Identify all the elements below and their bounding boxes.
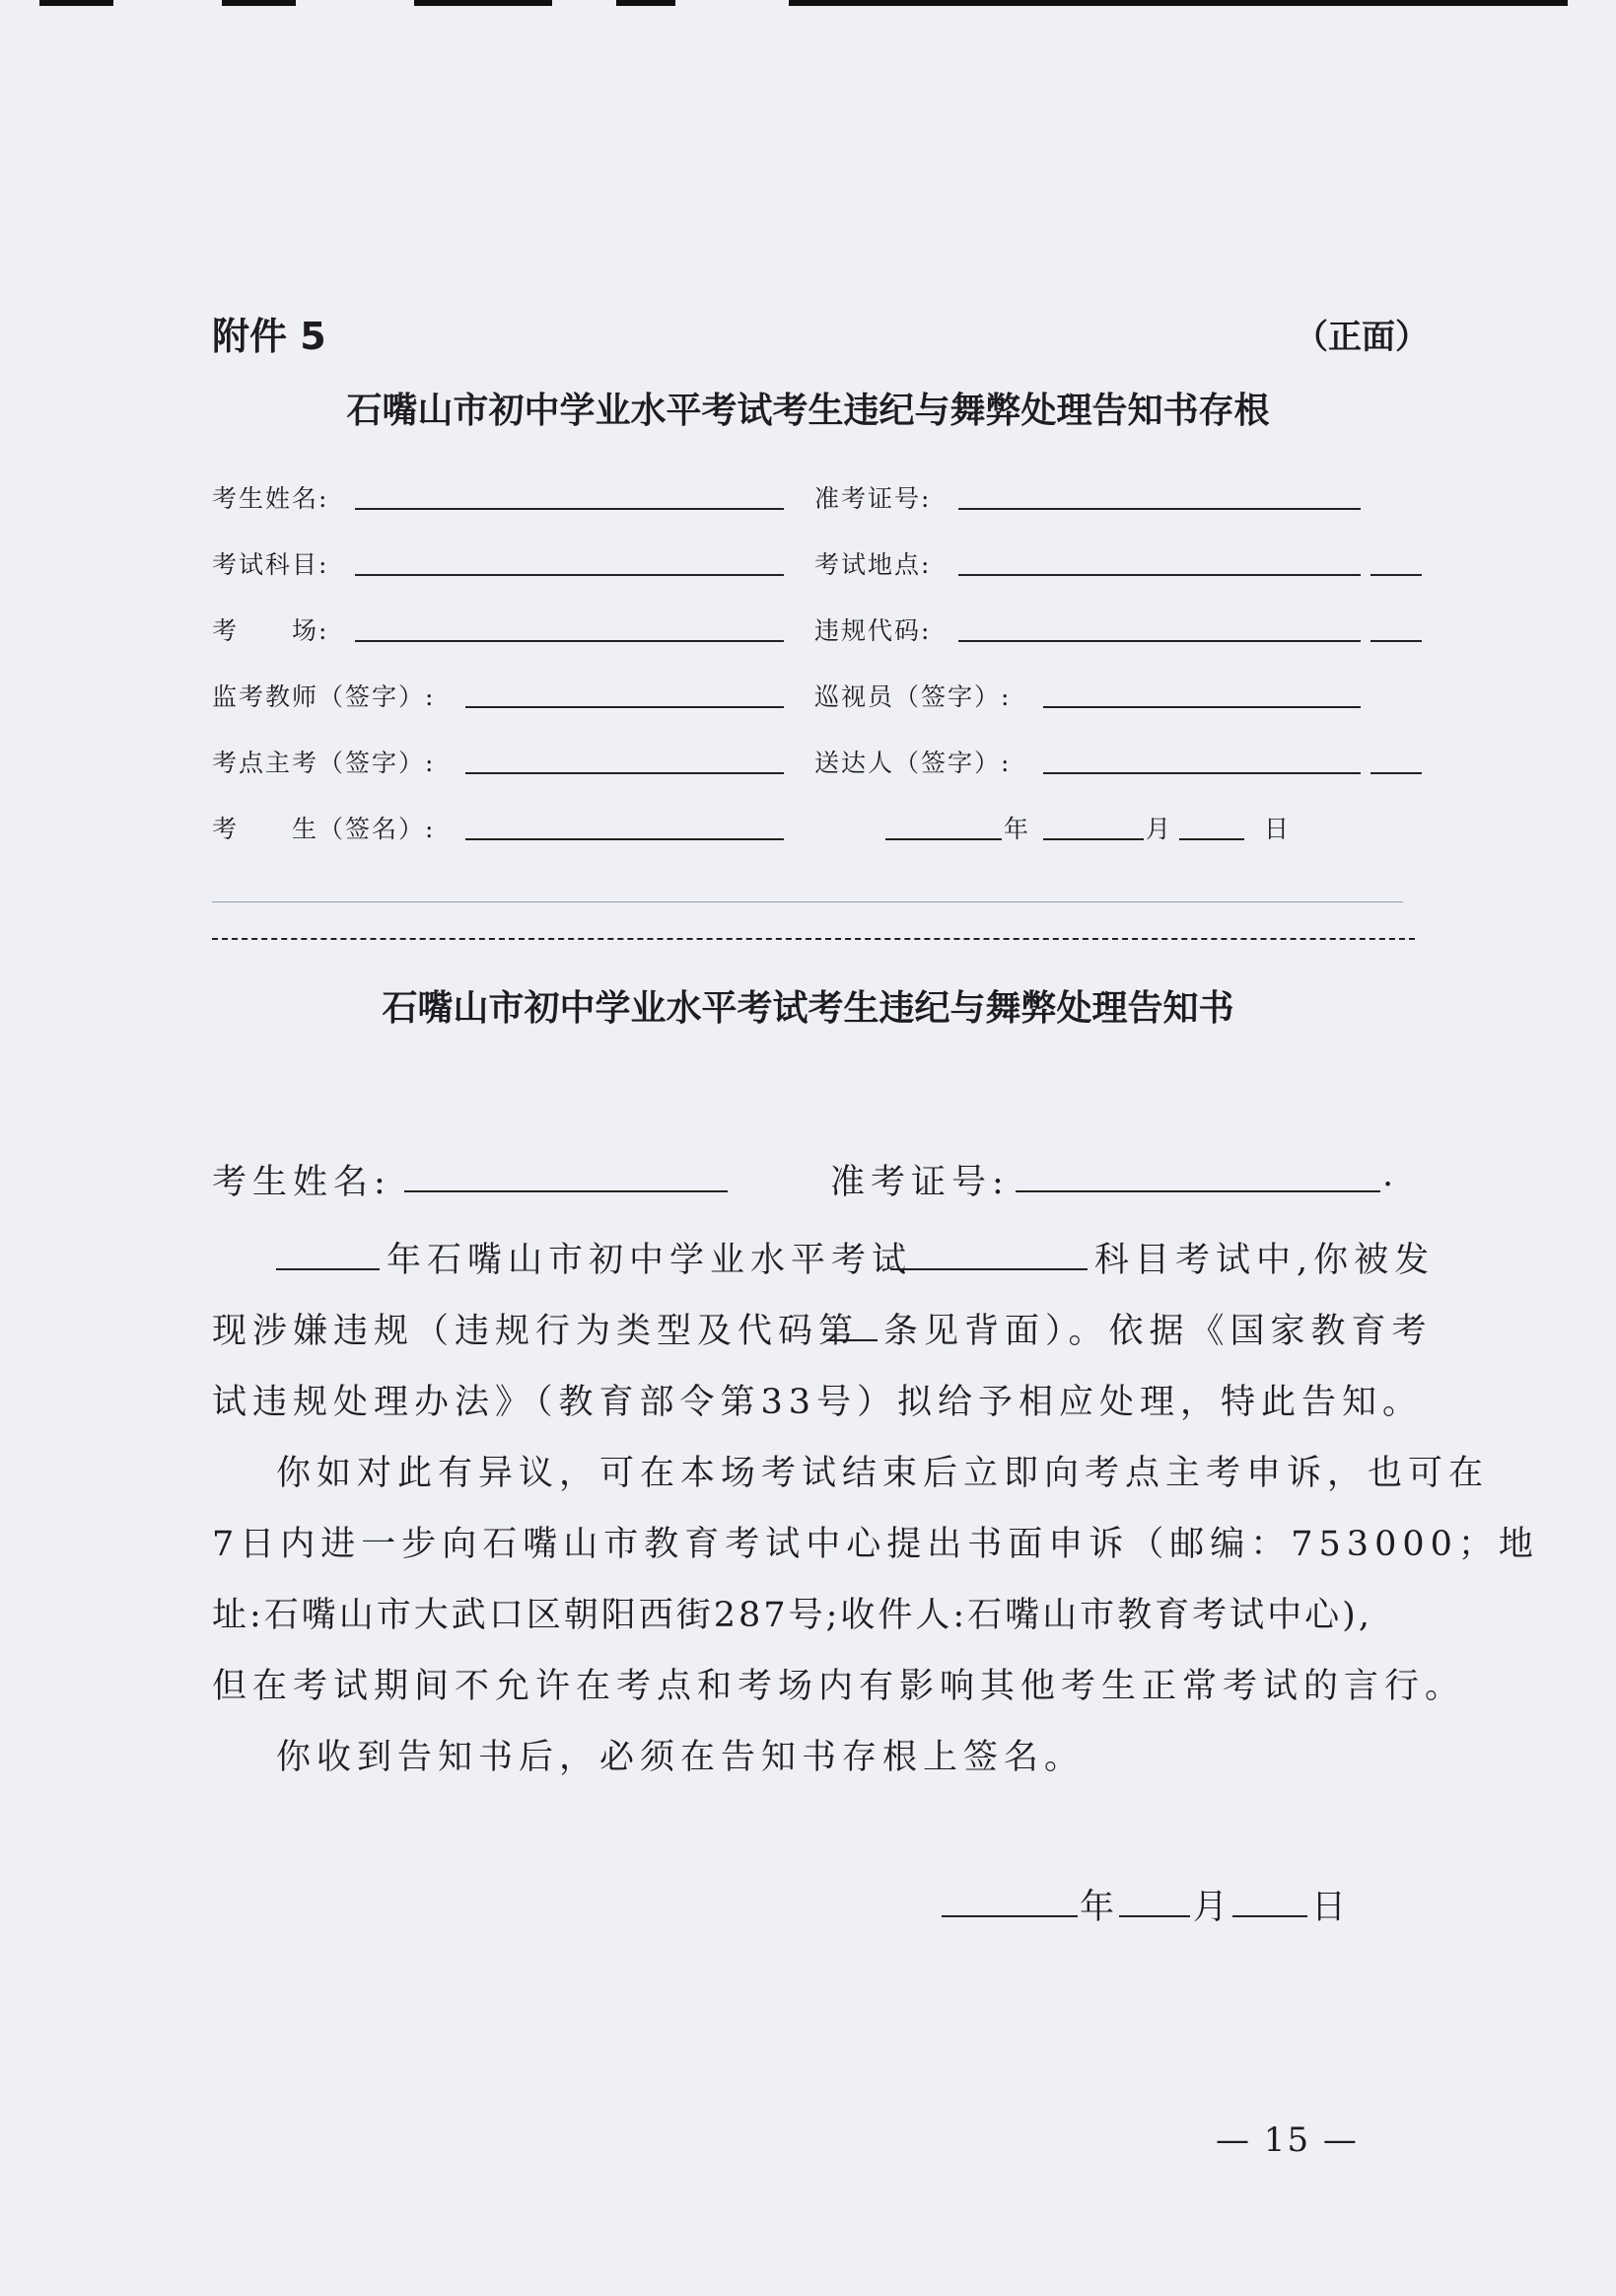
notice-sign-year: 年 — [1080, 1888, 1121, 1927]
notice-ticket-end: . — [1382, 1155, 1400, 1194]
scan-edge-mark — [616, 0, 675, 6]
notice-ticket-blank[interactable] — [1016, 1190, 1380, 1192]
stub-examinee-label: 考 生（签名）: — [212, 815, 436, 843]
notice-p2-line4: 但在考试期间不允许在考点和考场内有影响其他考生正常考试的言行。 — [212, 1667, 1466, 1706]
stub-ticket-blank[interactable] — [958, 508, 1361, 510]
stub-code-label: 违规代码: — [814, 616, 932, 645]
stub-site-blank-ext — [1370, 574, 1422, 576]
notice-p2-line3: 址:石嘴山市大武口区朝阳西街287号;收件人:石嘴山市教育考试中心), — [212, 1596, 1372, 1635]
notice-p1-c: 现涉嫌违规（违规行为类型及代码第 — [212, 1312, 860, 1351]
stub-year-blank[interactable] — [885, 838, 1002, 840]
notice-year-blank[interactable] — [276, 1268, 380, 1270]
stub-code-blank-ext — [1370, 640, 1422, 642]
cut-line — [212, 938, 1415, 940]
page-number: — 15 — — [1216, 2120, 1359, 2160]
notice-sign-year-blank[interactable] — [942, 1915, 1078, 1917]
notice-p1-a: 年石嘴山市初中学业水平考试 — [386, 1241, 913, 1280]
stub-bottom-line — [212, 901, 1403, 902]
stub-site-label: 考试地点: — [814, 550, 932, 579]
notice-sign-month: 月 — [1193, 1888, 1234, 1927]
scan-edge-mark — [39, 0, 113, 6]
stub-name-blank[interactable] — [355, 508, 784, 510]
notice-title: 石嘴山市初中学业水平考试考生违纪与舞弊处理告知书 — [382, 987, 1234, 1029]
notice-sign-month-blank[interactable] — [1119, 1915, 1190, 1917]
stub-deliverer-blank[interactable] — [1043, 772, 1361, 774]
notice-name-label: 考生姓名: — [212, 1163, 391, 1202]
notice-p1-e: 试违规处理办法》（教育部令第33号）拟给予相应处理，特此告知。 — [212, 1383, 1424, 1422]
stub-ticket-label: 准考证号: — [814, 484, 932, 513]
notice-p3: 你收到告知书后，必须在告知书存根上签名。 — [276, 1738, 1086, 1777]
stub-invigilator-blank[interactable] — [465, 706, 784, 708]
stub-chief-blank[interactable] — [465, 772, 784, 774]
attachment-label: 附件 5 — [212, 315, 326, 358]
notice-p2-line1: 你如对此有异议，可在本场考试结束后立即向考点主考申诉，也可在 — [276, 1454, 1490, 1493]
stub-day-label: 日 — [1264, 815, 1292, 843]
stub-month-label: 月 — [1146, 815, 1173, 843]
stub-chief-label: 考点主考（签字）: — [212, 749, 436, 777]
stub-subject-blank[interactable] — [355, 574, 784, 576]
stub-year-label: 年 — [1004, 815, 1031, 843]
notice-subject-blank[interactable] — [890, 1268, 1088, 1270]
stub-deliverer-label: 送达人（签字）: — [814, 749, 1012, 777]
stub-name-label: 考生姓名: — [212, 484, 329, 513]
side-label: （正面） — [1295, 318, 1429, 357]
stub-month-blank[interactable] — [1043, 838, 1144, 840]
stub-room-blank[interactable] — [355, 640, 784, 642]
notice-p1-b: 科目考试中,你被发 — [1094, 1241, 1436, 1280]
stub-inspector-label: 巡视员（签字）: — [814, 682, 1012, 711]
notice-ticket-label: 准考证号: — [830, 1163, 1010, 1202]
scan-edge-mark — [414, 0, 552, 6]
notice-article-blank[interactable] — [826, 1339, 878, 1341]
notice-p1-d: 条见背面）。依据《国家教育考 — [883, 1312, 1433, 1351]
notice-name-blank[interactable] — [404, 1190, 728, 1192]
notice-p2-line2: 7日内进一步向石嘴山市教育考试中心提出书面申诉（邮编：753000；地 — [212, 1525, 1539, 1564]
stub-site-blank[interactable] — [958, 574, 1361, 576]
notice-sign-day: 日 — [1311, 1888, 1353, 1927]
stub-subject-label: 考试科目: — [212, 550, 329, 579]
stub-inspector-blank[interactable] — [1043, 706, 1361, 708]
stub-day-blank[interactable] — [1179, 838, 1244, 840]
stub-examinee-blank[interactable] — [465, 838, 784, 840]
stub-room-label: 考 场: — [212, 616, 329, 645]
stub-title: 石嘴山市初中学业水平考试考生违纪与舞弊处理告知书存根 — [346, 390, 1270, 431]
notice-sign-day-blank[interactable] — [1232, 1915, 1307, 1917]
stub-code-blank[interactable] — [958, 640, 1361, 642]
scan-edge-mark — [222, 0, 296, 6]
stub-deliverer-blank-ext — [1370, 772, 1422, 774]
scan-edge-mark — [789, 0, 1568, 6]
stub-invigilator-label: 监考教师（签字）: — [212, 682, 436, 711]
